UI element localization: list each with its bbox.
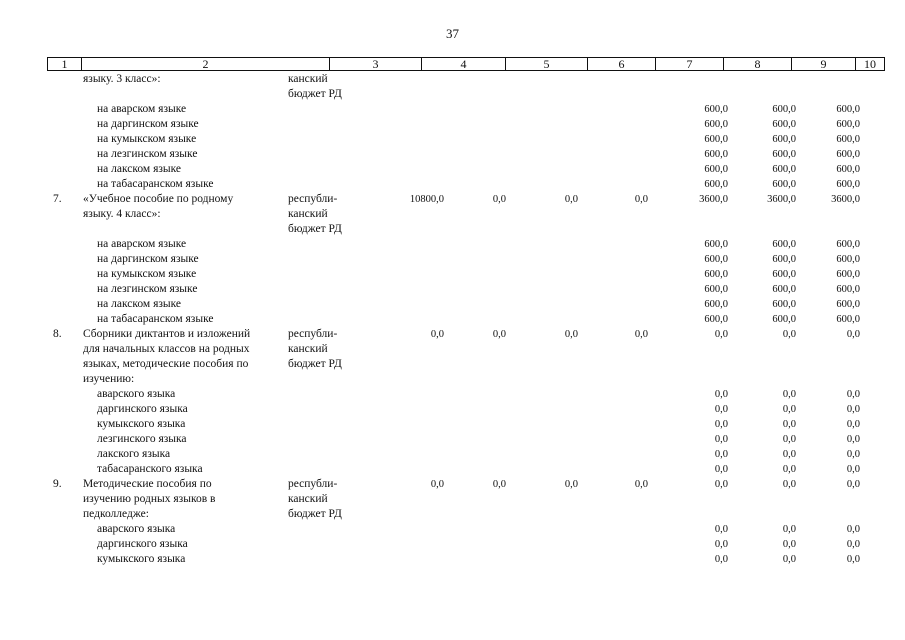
col8-value: 600,0: [704, 119, 728, 130]
col10-value: 600,0: [836, 134, 860, 145]
row-name: Методические пособия по: [83, 478, 212, 490]
col8-value: 600,0: [704, 179, 728, 190]
row-source: бюджет РД: [288, 88, 342, 100]
col7-value: 0,0: [634, 329, 648, 340]
col10-value: 0,0: [846, 404, 860, 415]
col10-value: 0,0: [846, 554, 860, 565]
row-name: языку. 4 класс»:: [83, 208, 161, 220]
col5-value: 0,0: [492, 329, 506, 340]
row-name: лезгинского языка: [97, 433, 187, 445]
col10-value: 0,0: [846, 449, 860, 460]
row-source: республи-: [288, 328, 338, 340]
col10-value: 600,0: [836, 239, 860, 250]
col7-value: 0,0: [634, 479, 648, 490]
row-name: на лезгинском языке: [97, 283, 198, 295]
col4-value: 0,0: [430, 479, 444, 490]
col8-value: 600,0: [704, 314, 728, 325]
col8-value: 600,0: [704, 254, 728, 265]
header-col-7: 7: [656, 58, 724, 70]
col10-value: 600,0: [836, 254, 860, 265]
col9-value: 600,0: [772, 119, 796, 130]
col10-value: 0,0: [846, 539, 860, 550]
col8-value: 3600,0: [699, 194, 728, 205]
row-source: республи-: [288, 478, 338, 490]
col8-value: 0,0: [714, 554, 728, 565]
row-source: республи-: [288, 193, 338, 205]
col9-value: 0,0: [782, 554, 796, 565]
row-name: на даргинском языке: [97, 253, 199, 265]
row-source: бюджет РД: [288, 358, 342, 370]
header-col-8: 8: [724, 58, 792, 70]
col9-value: 3600,0: [767, 194, 796, 205]
row-name: на лакском языке: [97, 298, 182, 310]
row-name: на кумыкском языке: [97, 133, 197, 145]
page-number: 37: [446, 26, 459, 41]
col8-value: 0,0: [714, 449, 728, 460]
col6-value: 0,0: [564, 329, 578, 340]
col9-value: 600,0: [772, 179, 796, 190]
col5-value: 0,0: [492, 479, 506, 490]
row-name: аварского языка: [97, 523, 176, 535]
col10-value: 0,0: [846, 524, 860, 535]
row-source: канский: [288, 73, 328, 85]
col8-value: 600,0: [704, 284, 728, 295]
col8-value: 600,0: [704, 134, 728, 145]
col10-value: 0,0: [846, 389, 860, 400]
header-col-2: 2: [82, 58, 330, 70]
col9-value: 0,0: [782, 464, 796, 475]
col8-value: 0,0: [714, 539, 728, 550]
col8-value: 600,0: [704, 299, 728, 310]
col10-value: 3600,0: [831, 194, 860, 205]
row-name: для начальных классов на родных: [83, 343, 250, 355]
col8-value: 0,0: [714, 419, 728, 430]
col9-value: 600,0: [772, 134, 796, 145]
col8-value: 0,0: [714, 404, 728, 415]
col10-value: 0,0: [846, 329, 860, 340]
col10-value: 600,0: [836, 314, 860, 325]
col10-value: 600,0: [836, 164, 860, 175]
row-name: лакского языка: [97, 448, 171, 460]
col10-value: 600,0: [836, 179, 860, 190]
col9-value: 600,0: [772, 284, 796, 295]
col8-value: 0,0: [714, 389, 728, 400]
row-name: изучению родных языков в: [83, 493, 216, 505]
header-col-5: 5: [506, 58, 588, 70]
col10-value: 600,0: [836, 149, 860, 160]
col9-value: 0,0: [782, 329, 796, 340]
row-name: Сборники диктантов и изложений: [83, 328, 251, 340]
col8-value: 0,0: [714, 479, 728, 490]
col9-value: 0,0: [782, 434, 796, 445]
col6-value: 0,0: [564, 479, 578, 490]
col9-value: 600,0: [772, 314, 796, 325]
col5-value: 0,0: [492, 194, 506, 205]
col8-value: 600,0: [704, 269, 728, 280]
col8-value: 600,0: [704, 104, 728, 115]
col10-value: 600,0: [836, 299, 860, 310]
header-col-6: 6: [588, 58, 656, 70]
col4-value: 10800,0: [409, 194, 444, 205]
row-source: бюджет РД: [288, 508, 342, 520]
row-source: канский: [288, 208, 328, 220]
col9-value: 0,0: [782, 479, 796, 490]
row-source: бюджет РД: [288, 223, 342, 235]
row-number: 8.: [53, 328, 62, 340]
col10-value: 600,0: [836, 119, 860, 130]
col10-value: 0,0: [846, 419, 860, 430]
row-name: на лакском языке: [97, 163, 182, 175]
col8-value: 600,0: [704, 239, 728, 250]
row-number: 7.: [53, 193, 62, 205]
col9-value: 600,0: [772, 269, 796, 280]
row-source: канский: [288, 343, 328, 355]
col9-value: 600,0: [772, 149, 796, 160]
row-name: даргинского языка: [97, 538, 188, 550]
row-name: языках, методические пособия по: [83, 358, 249, 370]
row-number: 9.: [53, 478, 62, 490]
col9-value: 600,0: [772, 104, 796, 115]
col10-value: 600,0: [836, 284, 860, 295]
row-name: кумыкского языка: [97, 418, 186, 430]
col10-value: 600,0: [836, 104, 860, 115]
header-col-3: 3: [330, 58, 422, 70]
col9-value: 600,0: [772, 254, 796, 265]
col9-value: 0,0: [782, 539, 796, 550]
col9-value: 0,0: [782, 419, 796, 430]
header-col-10: 10: [864, 57, 876, 71]
header-col-1: 1: [48, 58, 82, 70]
col6-value: 0,0: [564, 194, 578, 205]
row-name: изучению:: [83, 373, 135, 385]
row-name: на лезгинском языке: [97, 148, 198, 160]
row-name: аварского языка: [97, 388, 176, 400]
row-name: «Учебное пособие по родному: [83, 193, 234, 205]
col8-value: 0,0: [714, 464, 728, 475]
col9-value: 0,0: [782, 449, 796, 460]
row-name: на табасаранском языке: [97, 178, 214, 190]
row-name: табасаранского языка: [97, 463, 203, 475]
col8-value: 0,0: [714, 434, 728, 445]
row-name: на табасаранском языке: [97, 313, 214, 325]
row-source: канский: [288, 493, 328, 505]
col9-value: 600,0: [772, 239, 796, 250]
col4-value: 0,0: [430, 329, 444, 340]
col9-value: 600,0: [772, 164, 796, 175]
row-name: на аварском языке: [97, 238, 187, 250]
col10-value: 600,0: [836, 269, 860, 280]
col8-value: 600,0: [704, 149, 728, 160]
table-header: [47, 57, 885, 71]
col9-value: 600,0: [772, 299, 796, 310]
row-name: педколледже:: [83, 508, 149, 520]
col8-value: 600,0: [704, 164, 728, 175]
col9-value: 0,0: [782, 389, 796, 400]
col7-value: 0,0: [634, 194, 648, 205]
col9-value: 0,0: [782, 404, 796, 415]
col8-value: 0,0: [714, 329, 728, 340]
header-col-4: 4: [422, 58, 506, 70]
col10-value: 0,0: [846, 464, 860, 475]
col9-value: 0,0: [782, 524, 796, 535]
row-name: на даргинском языке: [97, 118, 199, 130]
row-name: языку. 3 класс»:: [83, 73, 161, 85]
header-col-9: 9: [792, 58, 856, 70]
col10-value: 0,0: [846, 479, 860, 490]
row-name: кумыкского языка: [97, 553, 186, 565]
row-name: на кумыкском языке: [97, 268, 197, 280]
col8-value: 0,0: [714, 524, 728, 535]
row-name: даргинского языка: [97, 403, 188, 415]
col10-value: 0,0: [846, 434, 860, 445]
row-name: на аварском языке: [97, 103, 187, 115]
